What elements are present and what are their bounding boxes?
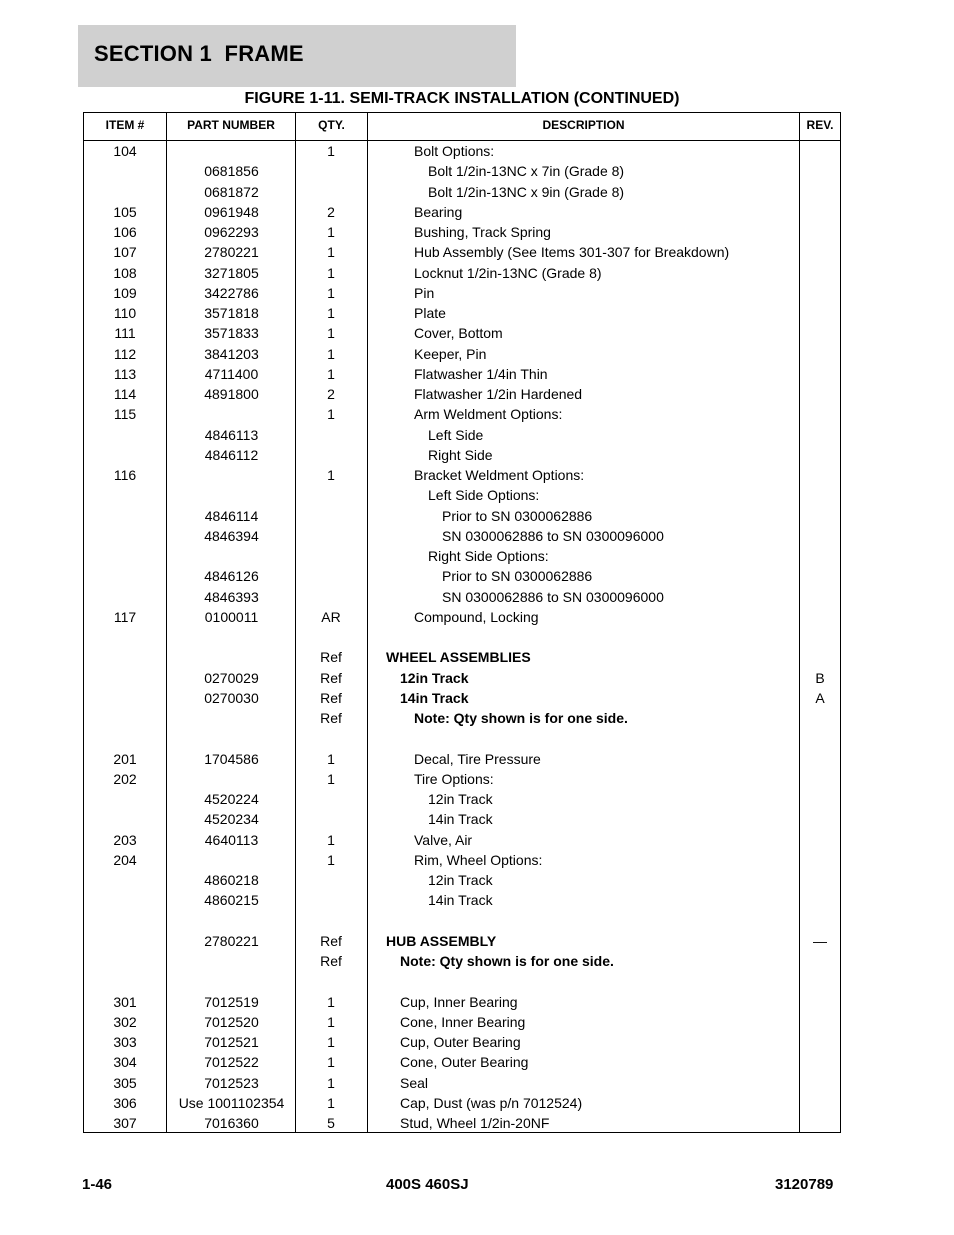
cell-description: 14in Track [428,811,493,828]
cell-description: 12in Track [428,872,493,888]
cell-description: Compound, Locking [414,608,539,625]
table-row [84,161,840,181]
figure-title: FIGURE 1-11. SEMI-TRACK INSTALLATION (CONTINUED) [244,90,680,107]
parts-table [83,112,841,1133]
cell-part-number: 0681856 [204,163,259,180]
table-row [84,526,840,546]
cell-part-number: 3271805 [204,264,259,281]
cell-qty: 1 [327,1013,335,1030]
cell-description: Arm Weldment Options: [414,406,563,423]
cell-description: Pin [414,284,435,301]
table-row [84,303,840,323]
cell-item: 204 [113,851,137,868]
header-qty: QTY. [318,118,345,132]
cell-part-number: 3841203 [204,345,259,362]
table-row [84,992,840,1012]
table-row [84,1093,840,1113]
cell-part-number: 4711400 [204,365,259,382]
cell-part-number: 0270030 [204,689,259,706]
cell-item: 304 [113,1054,137,1071]
cell-qty: 1 [327,365,335,382]
table-row [84,708,840,728]
cell-part-number: 0962293 [204,224,259,240]
table-row [84,1012,840,1032]
table-row [84,404,840,424]
cell-part-number: 3571833 [204,325,259,342]
table-row [84,749,840,769]
cell-description: Bracket Weldment Options: [414,467,585,483]
cell-description: Cover, Bottom [414,325,503,342]
cell-part-number: 4520234 [204,811,259,828]
cell-item: 116 [113,467,137,483]
table-row [84,1032,840,1052]
table-body [84,141,840,1133]
cell-qty: 1 [327,1074,335,1091]
cell-qty: 1 [327,305,335,321]
cell-description: Cup, Outer Bearing [400,1034,521,1050]
cell-item: 115 [113,406,137,423]
cell-qty: 2 [327,203,335,220]
cell-description: Bolt Options: [414,143,495,159]
cell-item: 112 [113,345,137,362]
table-row [84,182,840,202]
cell-part-number: 0961948 [204,203,259,220]
cell-item: 114 [113,386,137,402]
cell-rev: — [813,932,827,949]
cell-item: 110 [113,305,137,321]
cell-qty: Ref [320,932,342,949]
cell-part-number: 4520224 [204,791,259,807]
cell-part-number: 4846394 [204,527,259,544]
cell-part-number: 4846126 [204,568,259,585]
table-row [84,830,840,850]
table-row [84,911,840,931]
cell-description: Cup, Inner Bearing [400,993,518,1010]
header-part-number: PART NUMBER [187,118,275,132]
cell-qty: 1 [327,143,335,159]
table-header [84,113,840,141]
cell-qty: 1 [327,325,335,342]
table-row [84,506,840,526]
cell-item: 201 [113,750,137,767]
footer-page-number: 1-46 [82,1176,113,1193]
cell-qty: 1 [327,750,335,767]
cell-description: Valve, Air [414,831,473,848]
cell-item: 306 [113,1094,137,1111]
footer-model: 400S 460SJ [386,1176,469,1193]
cell-part-number: 4640113 [204,831,259,848]
table-row [84,1113,840,1133]
cell-part-number: 0100011 [204,608,259,625]
cell-description: Right Side [428,446,493,463]
cell-item: 117 [113,608,137,625]
cell-description: Cone, Inner Bearing [400,1013,526,1030]
table-row [84,647,840,667]
cell-part-number: 4860215 [204,892,259,909]
cell-description: Flatwasher 1/2in Hardened [414,386,583,402]
cell-item: 302 [113,1013,137,1030]
cell-description: Bolt 1/2in-13NC x 7in (Grade 8) [428,163,625,180]
cell-description: Locknut 1/2in-13NC (Grade 8) [414,264,602,281]
cell-qty: 1 [327,284,335,301]
cell-part-number: 0681872 [204,183,259,200]
table-row [84,587,840,607]
cell-part-number: 7016360 [204,1115,259,1131]
cell-qty: 1 [327,831,335,848]
cell-rev: A [815,689,825,706]
cell-description: Seal [400,1074,429,1091]
table-row [84,850,840,870]
cell-qty: Ref [320,689,342,706]
table-row [84,445,840,465]
table-row [84,809,840,829]
cell-description: Bearing [414,203,463,220]
cell-description: Keeper, Pin [414,345,487,362]
cell-part-number: 2780221 [204,244,259,261]
cell-description: Flatwasher 1/4in Thin [414,365,548,382]
cell-description: SN 0300062886 to SN 0300096000 [442,588,664,605]
table-row [84,222,840,242]
cell-description: 14in Track [400,689,469,706]
cell-part-number: 4846393 [204,588,259,605]
cell-description: Bolt 1/2in-13NC x 9in (Grade 8) [428,183,625,200]
cell-description: Prior to SN 0300062886 [442,507,593,524]
cell-part-number: 7012522 [204,1054,259,1071]
table-row [84,951,840,971]
cell-description: 12in Track [400,669,469,686]
cell-description: SN 0300062886 to SN 0300096000 [442,527,664,544]
cell-item: 111 [114,325,136,342]
cell-part-number: 4891800 [204,386,259,402]
cell-qty: 1 [327,851,335,868]
cell-part-number: 3422786 [204,284,259,301]
cell-qty: 1 [327,1054,335,1071]
cell-part-number: 4860218 [204,872,259,888]
cell-qty: 1 [327,770,335,787]
cell-description: Note: Qty shown is for one side. [400,953,614,969]
cell-part-number: 4846112 [204,446,259,463]
cell-description: HUB ASSEMBLY [386,932,497,949]
table-row [84,141,840,161]
cell-description: Stud, Wheel 1/2in-20NF [400,1115,550,1131]
cell-description: Decal, Tire Pressure [414,750,541,767]
cell-item: 107 [113,244,137,261]
cell-description: 12in Track [428,791,493,807]
cell-qty: 1 [327,1034,335,1050]
cell-qty: 2 [327,386,335,402]
cell-description: Cap, Dust (was p/n 7012524) [400,1094,583,1111]
table-row [84,728,840,748]
table-row [84,283,840,303]
table-row [84,344,840,364]
table-row [84,1073,840,1093]
cell-item: 203 [113,831,137,848]
table-row [84,931,840,951]
cell-description: Tire Options: [414,770,494,787]
footer-doc-number: 3120789 [775,1176,834,1193]
table-row [84,1052,840,1072]
table-row [84,263,840,283]
table-row [84,688,840,708]
table-row [84,485,840,505]
cell-part-number: 7012521 [204,1034,259,1050]
cell-qty: Ref [320,953,342,969]
table-row [84,607,840,627]
section-title: SECTION 1 FRAME [94,41,304,66]
cell-description: Prior to SN 0300062886 [442,568,593,585]
cell-item: 105 [113,203,137,220]
cell-qty: 1 [327,345,335,362]
cell-part-number: 3571818 [204,305,259,321]
cell-description: Left Side Options: [428,487,540,504]
cell-description: 14in Track [428,892,493,909]
cell-part-number: 1704586 [204,750,259,767]
table-row [84,769,840,789]
header-item: ITEM # [105,118,145,132]
cell-qty: 1 [327,264,335,281]
cell-part-number: 4846113 [204,426,259,443]
cell-description: Cone, Outer Bearing [400,1054,529,1071]
cell-description: Hub Assembly (See Items 301-307 for Breakdown) [414,244,730,261]
table-row [84,425,840,445]
cell-qty: 1 [327,467,335,483]
table-row [84,789,840,809]
cell-description: WHEEL ASSEMBLIES [386,649,531,666]
cell-part-number: 0270029 [204,669,259,686]
cell-item: 113 [113,365,137,382]
table-row [84,971,840,991]
cell-qty: 5 [327,1115,335,1131]
cell-item: 202 [113,770,137,787]
cell-item: 106 [113,224,137,240]
cell-description: Note: Qty shown is for one side. [414,710,628,726]
table-row [84,465,840,485]
header-description: DESCRIPTION [542,118,625,132]
cell-description: Left Side [428,426,484,443]
cell-item: 301 [113,993,137,1010]
cell-description: Plate [414,305,446,321]
cell-qty: 1 [327,993,335,1010]
cell-part-number: 7012519 [204,993,259,1010]
cell-description: Rim, Wheel Options: [414,851,543,868]
table-row [84,242,840,262]
cell-part-number: 2780221 [204,932,259,949]
cell-qty: AR [321,608,341,625]
cell-description: Right Side Options: [428,548,549,564]
cell-description: Bushing, Track Spring [414,224,551,240]
cell-part-number: Use 1001102354 [178,1094,285,1111]
table-row [84,627,840,647]
cell-part-number: 7012520 [204,1013,259,1030]
section-header-band [78,25,516,87]
cell-item: 108 [113,264,137,281]
cell-qty: 1 [327,1094,335,1111]
cell-item: 104 [113,143,137,159]
cell-item: 305 [113,1074,137,1091]
cell-item: 307 [113,1115,137,1131]
table-row [84,668,840,688]
cell-qty: Ref [320,669,342,686]
cell-item: 109 [113,284,137,301]
table-row [84,384,840,404]
header-rev: REV. [806,118,834,132]
cell-qty: Ref [320,649,342,666]
table-row [84,364,840,384]
table-row [84,566,840,586]
table-row [84,870,840,890]
table-row [84,323,840,343]
cell-qty: Ref [320,710,342,726]
cell-part-number: 4846114 [204,507,259,524]
cell-rev: B [815,669,825,686]
table-row [84,202,840,222]
cell-qty: 1 [327,224,335,240]
cell-item: 303 [113,1034,137,1050]
table-row [84,890,840,910]
table-row [84,546,840,566]
cell-part-number: 7012523 [204,1074,259,1091]
cell-qty: 1 [327,406,335,423]
cell-qty: 1 [327,244,335,261]
